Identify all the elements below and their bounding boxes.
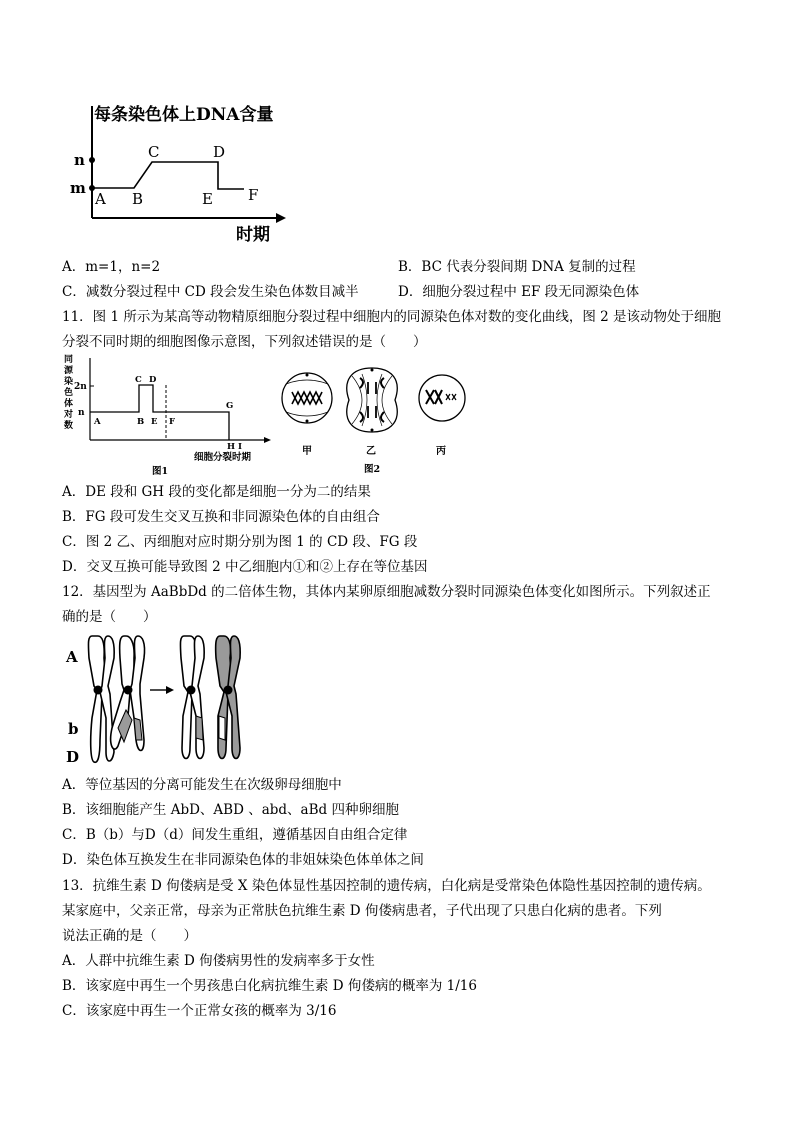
fig1-label-a: A [94, 417, 101, 427]
gene-label-b: b [68, 720, 79, 738]
arrow-icon [166, 686, 174, 694]
fig1-tick-2n: 2n [74, 382, 87, 392]
chromosome-crossover-figure [62, 628, 252, 774]
fig1-ylabel-char-6: 对 [64, 410, 74, 420]
fig1-ylabel-char-5: 体 [64, 399, 74, 409]
fig1-label-g: G [226, 401, 234, 411]
q12-option-a: A．等位基因的分离可能发生在次级卵母细胞中 [62, 777, 342, 793]
chromosome-pair-before [88, 636, 144, 762]
q10-option-c: C．减数分裂过程中 CD 段会发生染色体数目减半 [62, 284, 359, 300]
q12-option-c: C．B（b）与D（d）间发生重组，遵循基因自由组合定律 [62, 827, 408, 843]
fig1-ylabel-char-4: 色 [64, 388, 74, 398]
q10-option-b: B．BC 代表分裂间期 DNA 复制的过程 [398, 259, 636, 275]
q13-stem-line3: 说法正确的是（ ） [62, 928, 197, 944]
point-label-a: A [95, 190, 106, 208]
q11-option-d: D．交叉互换可能导致图 2 中乙细胞内①和②上存在等位基因 [62, 559, 428, 575]
point-label-f: F [248, 186, 259, 204]
point-label-e: E [202, 190, 213, 208]
fig1-ylabel-char-3: 染 [64, 377, 74, 387]
fig1-x-arrow-icon [264, 437, 271, 443]
q12-stem-line2: 确的是（ ） [62, 609, 157, 625]
cell-jia [282, 373, 332, 423]
point-label-d: D [213, 143, 226, 161]
q12-option-d: D．染色体互换发生在非同源染色体的非姐妹染色体单体之间 [62, 852, 424, 868]
fig1-curve [90, 385, 229, 440]
q11-option-c: C．图 2 乙、丙细胞对应时期分别为图 1 的 CD 段、FG 段 [62, 534, 418, 550]
fig1-tick-n: n [78, 408, 85, 418]
homolog-pairs-graph [62, 352, 272, 478]
cell-yi [347, 368, 397, 432]
q11-stem-line1: 11．图 1 所示为某高等动物精原细胞分裂过程中细胞内的同源染色体对数的变化曲线，图 2 是该动物处于细胞 [62, 309, 722, 325]
cell-division-figure [280, 358, 470, 476]
q13-option-a: A．人群中抗维生素 D 佝偻病男性的发病率多于女性 [62, 953, 375, 969]
q12-option-b: B．该细胞能产生 AbD、ABD 、abd、aBd 四种卵细胞 [62, 802, 399, 818]
fig1-label-b: B [137, 417, 145, 427]
cell-bing [419, 375, 465, 421]
q10-option-a: A．m=1，n=2 [62, 259, 161, 275]
point-label-b: B [132, 190, 144, 208]
fig1-ylabel-char-7: 数 [64, 421, 74, 431]
fig1-label-f: F [169, 417, 176, 427]
tick-label-n: n [74, 151, 85, 169]
graph-xlabel: 时期 [236, 225, 270, 245]
fig1-label-i: I [238, 442, 242, 452]
fig1-label-d: D [149, 375, 157, 385]
tick-dot-n [89, 157, 95, 163]
fig1-label-e: E [151, 417, 158, 427]
gene-label-d: D [66, 748, 80, 766]
gene-label-a: A [66, 648, 78, 666]
q13-stem-line2: 某家庭中，父亲正常，母亲为正常肤色抗维生素 D 佝偻病患者，子代出现了只患白化病的患者。下列 [62, 903, 662, 919]
tick-label-m: m [70, 179, 86, 197]
fig1-ylabel-char-1: 同 [64, 355, 74, 365]
fig1-caption: 图1 [152, 466, 169, 477]
cell-label-yi: 乙 [366, 446, 376, 457]
q12-stem-line1: 12．基因型为 AaBbDd 的二倍体生物，其体内某卵原细胞减数分裂时同源染色体变化如图所示。下列叙述正 [62, 584, 711, 600]
q13-option-c: C．该家庭中再生一个正常女孩的概率为 3/16 [62, 1003, 337, 1019]
graph-ylabel: 每条染色体上DNA含量 [94, 105, 274, 125]
q11-stem-line2: 分裂不同时期的细胞图像示意图，下列叙述错误的是（ ） [62, 334, 427, 350]
q10-option-d: D．细胞分裂过程中 EF 段无同源染色体 [398, 284, 640, 300]
q13-stem-line1: 13．抗维生素 D 佝偻病是受 X 染色体显性基因控制的遗传病，白化病是受常染色体隐性基因控制的遗传病。 [62, 878, 711, 894]
dna-content-graph [62, 98, 322, 246]
fig1-xlabel: 细胞分裂时期 [194, 452, 252, 463]
cell-label-jia: 甲 [302, 446, 312, 457]
point-label-c: C [148, 143, 160, 161]
cell-label-bing: 丙 [436, 446, 446, 457]
fig1-ylabel-char-2: 源 [64, 366, 74, 376]
fig1-label-c: C [135, 375, 142, 385]
fig1-label-h: H [227, 442, 236, 452]
q13-option-b: B．该家庭中再生一个男孩患白化病抗维生素 D 佝偻病的概率为 1/16 [62, 978, 477, 994]
q11-option-a: A．DE 段和 GH 段的变化都是细胞一分为二的结果 [62, 484, 371, 500]
fig2-caption: 图2 [364, 464, 381, 475]
chromosome-pair-after [180, 636, 240, 759]
q11-option-b: B．FG 段可发生交叉互换和非同源染色体的自由组合 [62, 509, 380, 525]
